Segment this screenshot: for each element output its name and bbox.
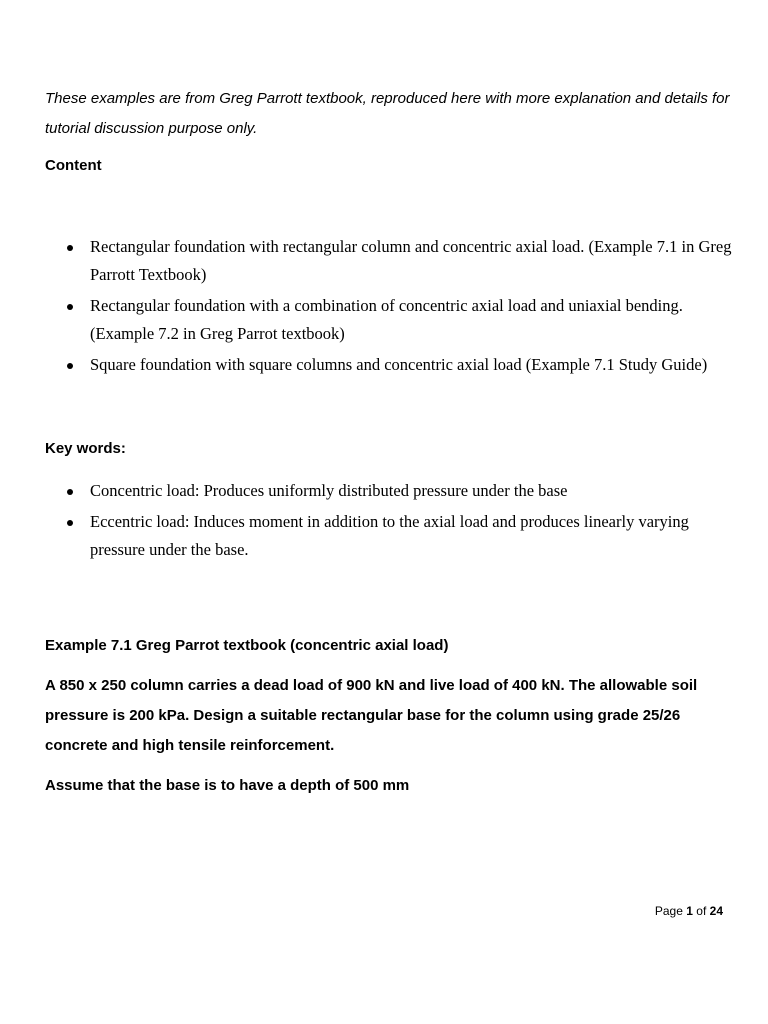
of-word: of — [696, 904, 707, 918]
list-item — [45, 292, 735, 348]
list-item-text: Square foundation with square columns and concentric axial load (Example 7.1 Study Guide) — [90, 355, 708, 374]
bullet-icon — [67, 304, 73, 310]
bullet-icon — [67, 520, 73, 526]
list-item — [45, 477, 735, 505]
bullet-icon — [67, 363, 73, 369]
page-word: Page — [654, 904, 683, 918]
list-item — [45, 508, 735, 564]
content-list — [45, 233, 735, 382]
page-total: 24 — [709, 904, 723, 918]
list-item-text: Rectangular foundation with a combination of concentric axial load and uniaxial bending. (Example 7.2 in Greg Parrot textbook) — [90, 296, 683, 343]
example-problem: A 850 x 250 column carries a dead load of 900 kN and live load of 400 kN. The allowable soil pressure is 200 kPa. Design a suitable rectangular base for the column using grade 25/26 concrete and high tensile reinforcement. — [45, 677, 698, 754]
keywords-list — [45, 477, 735, 567]
list-item-text: Eccentric load: Induces moment in addition to the axial load and produces linearly varying pressure under the base. — [90, 512, 689, 559]
intro-paragraph: These examples are from Greg Parrott textbook, reproduced here with more explanation and details for tutorial discussion purpose only. — [45, 90, 730, 137]
list-item — [45, 351, 735, 379]
bullet-icon — [67, 489, 73, 495]
list-item-text: Rectangular foundation with rectangular column and concentric axial load. (Example 7.1 in Greg Parrott Textbook) — [90, 237, 732, 284]
keywords-heading: Key words: — [45, 440, 126, 457]
page-current: 1 — [686, 904, 693, 918]
example-heading: Example 7.1 Greg Parrot textbook (concentric axial load) — [45, 637, 449, 654]
page-number — [655, 904, 723, 918]
example-assumption: Assume that the base is to have a depth of 500 mm — [45, 777, 410, 794]
list-item-text: Concentric load: Produces uniformly distributed pressure under the base — [90, 481, 568, 500]
list-item — [45, 233, 735, 289]
content-heading: Content — [45, 157, 102, 174]
bullet-icon — [67, 245, 73, 251]
